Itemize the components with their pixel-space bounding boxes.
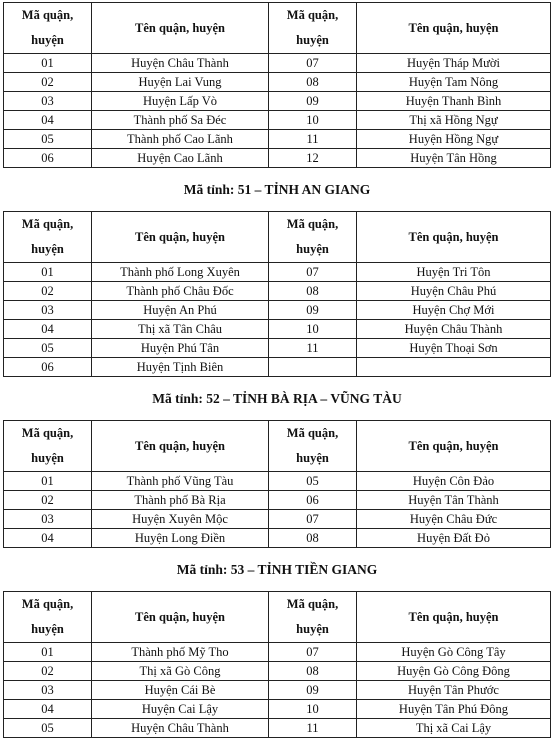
- district-code: 04: [4, 111, 92, 130]
- district-code: 05: [4, 339, 92, 358]
- district-name: Huyện Tân Phước: [357, 681, 551, 700]
- district-code: 05: [4, 130, 92, 149]
- district-name: Huyện Phú Tân: [92, 339, 269, 358]
- district-code: 06: [269, 491, 357, 510]
- table-header-row: [4, 592, 551, 643]
- table-row: [4, 301, 551, 320]
- header-name: Tên quận, huyện: [92, 421, 269, 472]
- district-code: 11: [269, 130, 357, 149]
- district-name: Huyện Châu Thành: [92, 719, 269, 738]
- district-code: 07: [269, 263, 357, 282]
- district-name: Huyện Tri Tôn: [357, 263, 551, 282]
- header-code: Mã quận, huyện: [4, 592, 92, 643]
- district-code: [269, 358, 357, 377]
- district-code: 02: [4, 73, 92, 92]
- district-name: Huyện Cai Lậy: [92, 700, 269, 719]
- header-name: Tên quận, huyện: [92, 592, 269, 643]
- header-name: Tên quận, huyện: [92, 212, 269, 263]
- district-code: 04: [4, 529, 92, 548]
- header-name: Tên quận, huyện: [357, 592, 551, 643]
- table-row: [4, 681, 551, 700]
- header-code: Mã quận, huyện: [4, 3, 92, 54]
- table-row: [4, 529, 551, 548]
- district-name: Huyện Cao Lãnh: [92, 149, 269, 168]
- district-name: Thành phố Sa Đéc: [92, 111, 269, 130]
- district-name: Thành phố Cao Lãnh: [92, 130, 269, 149]
- district-name: Huyện Tháp Mười: [357, 54, 551, 73]
- district-name: Huyện Gò Công Đông: [357, 662, 551, 681]
- table-row: [4, 54, 551, 73]
- district-code: 08: [269, 282, 357, 301]
- province-title-53: Mã tỉnh: 53 – TỈNH TIỀN GIANG: [176, 562, 378, 577]
- district-code: 04: [4, 320, 92, 339]
- district-table-53: [3, 591, 551, 738]
- district-code: 03: [4, 92, 92, 111]
- district-code: 03: [4, 681, 92, 700]
- province-title-51: Mã tỉnh: 51 – TỈNH AN GIANG: [183, 182, 371, 197]
- district-code: 08: [269, 73, 357, 92]
- district-code: 02: [4, 662, 92, 681]
- district-code: 08: [269, 662, 357, 681]
- table-row: [4, 700, 551, 719]
- district-code: 05: [4, 719, 92, 738]
- table-header-row: [4, 212, 551, 263]
- district-name: Thị xã Tân Châu: [92, 320, 269, 339]
- header-name: Tên quận, huyện: [92, 3, 269, 54]
- district-name: Huyện Châu Phú: [357, 282, 551, 301]
- header-code: Mã quận, huyện: [269, 212, 357, 263]
- header-code: Mã quận, huyện: [4, 212, 92, 263]
- district-name: Huyện Tam Nông: [357, 73, 551, 92]
- district-name: Huyện Côn Đảo: [357, 472, 551, 491]
- table-row: [4, 719, 551, 738]
- header-code: Mã quận, huyện: [269, 421, 357, 472]
- district-code: 02: [4, 491, 92, 510]
- district-name: Huyện Châu Thành: [92, 54, 269, 73]
- header-name: Tên quận, huyện: [357, 421, 551, 472]
- table-header-row: [4, 3, 551, 54]
- district-code: 09: [269, 92, 357, 111]
- province-title-52: Mã tỉnh: 52 – TỈNH BÀ RỊA – VŨNG TÀU: [152, 391, 402, 406]
- table-row: [4, 643, 551, 662]
- header-code: Mã quận, huyện: [269, 3, 357, 54]
- table-row: [4, 130, 551, 149]
- district-code: 10: [269, 320, 357, 339]
- district-code: 02: [4, 282, 92, 301]
- district-code: 10: [269, 700, 357, 719]
- district-name: Huyện Lai Vung: [92, 73, 269, 92]
- district-name: Huyện Chợ Mới: [357, 301, 551, 320]
- table-row: [4, 111, 551, 130]
- district-name: Thành phố Vũng Tàu: [92, 472, 269, 491]
- district-name: Thị xã Gò Công: [92, 662, 269, 681]
- district-code: 07: [269, 54, 357, 73]
- district-code: 05: [269, 472, 357, 491]
- district-code: 11: [269, 719, 357, 738]
- district-name: Huyện Hồng Ngự: [357, 130, 551, 149]
- district-code: 01: [4, 54, 92, 73]
- table-header-row: [4, 421, 551, 472]
- header-code: Mã quận, huyện: [4, 421, 92, 472]
- district-name: Thị xã Cai Lậy: [357, 719, 551, 738]
- district-table-52: [3, 420, 551, 548]
- table-row: [4, 149, 551, 168]
- table-row: [4, 282, 551, 301]
- district-code: 07: [269, 643, 357, 662]
- district-code: 06: [4, 149, 92, 168]
- table-row: [4, 662, 551, 681]
- district-name: Thành phố Mỹ Tho: [92, 643, 269, 662]
- district-name: Huyện Châu Thành: [357, 320, 551, 339]
- district-code: 07: [269, 510, 357, 529]
- district-name: Huyện Tân Hồng: [357, 149, 551, 168]
- table-row: [4, 358, 551, 377]
- district-name: Huyện An Phú: [92, 301, 269, 320]
- district-name: Huyện Thanh Bình: [357, 92, 551, 111]
- district-name: Huyện Tân Phú Đông: [357, 700, 551, 719]
- district-code: 01: [4, 643, 92, 662]
- district-name: Thị xã Hồng Ngự: [357, 111, 551, 130]
- district-name: Huyện Tân Thành: [357, 491, 551, 510]
- district-code: 04: [4, 700, 92, 719]
- district-name: Huyện Xuyên Mộc: [92, 510, 269, 529]
- table-row: [4, 92, 551, 111]
- district-name: Huyện Lấp Vò: [92, 92, 269, 111]
- header-name: Tên quận, huyện: [357, 3, 551, 54]
- district-name: Thành phố Long Xuyên: [92, 263, 269, 282]
- district-name: Huyện Gò Công Tây: [357, 643, 551, 662]
- district-name: Huyện Thoại Sơn: [357, 339, 551, 358]
- district-code: 09: [269, 681, 357, 700]
- table-row: [4, 339, 551, 358]
- district-table-51: [3, 211, 551, 377]
- table-row: [4, 263, 551, 282]
- district-name: Huyện Tịnh Biên: [92, 358, 269, 377]
- header-code: Mã quận, huyện: [269, 592, 357, 643]
- district-code: 03: [4, 510, 92, 529]
- district-code: 01: [4, 472, 92, 491]
- table-row: [4, 320, 551, 339]
- table-row: [4, 472, 551, 491]
- district-code: 08: [269, 529, 357, 548]
- district-code: 06: [4, 358, 92, 377]
- table-row: [4, 73, 551, 92]
- district-name: Thành phố Bà Rịa: [92, 491, 269, 510]
- district-table-continued: [3, 2, 551, 168]
- district-code: 12: [269, 149, 357, 168]
- table-row: [4, 510, 551, 529]
- district-name: [357, 358, 551, 377]
- district-name: Huyện Cái Bè: [92, 681, 269, 700]
- district-code: 09: [269, 301, 357, 320]
- district-code: 03: [4, 301, 92, 320]
- district-code: 01: [4, 263, 92, 282]
- district-name: Huyện Đất Đỏ: [357, 529, 551, 548]
- district-code: 10: [269, 111, 357, 130]
- district-code: 11: [269, 339, 357, 358]
- header-name: Tên quận, huyện: [357, 212, 551, 263]
- district-name: Huyện Châu Đức: [357, 510, 551, 529]
- district-name: Huyện Long Điền: [92, 529, 269, 548]
- district-name: Thành phố Châu Đốc: [92, 282, 269, 301]
- table-row: [4, 491, 551, 510]
